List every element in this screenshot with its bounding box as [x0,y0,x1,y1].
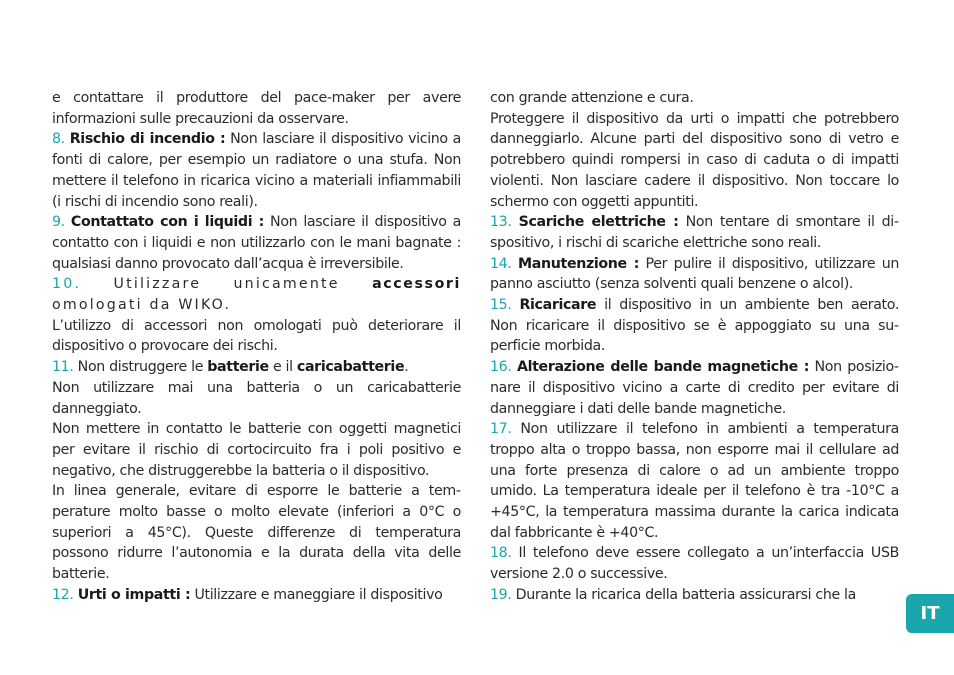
section-title: Rischio di incendio : [69,131,226,148]
section-number: 9. [52,214,65,231]
section-title: Urti o impatti : [77,586,191,603]
section-11-paragraph: Non mettere in contatto le batterie con oggetti magnetici per evitare il rischio di cortocircuito fra i poli positivo e negativo, che distruggerebbe la batteria o il dispositivo. [52,421,461,479]
section-11-paragraph: Non utilizzare mai una batteria o un caricabatterie danneggiato. [52,379,461,417]
section-text: Utilizzare unicamente [81,276,373,293]
section-14 [490,254,899,295]
bold-term: batterie [207,359,269,376]
section-number: 10. [52,276,82,293]
section-text: Non utilizzare il telefono in ambienti a temperatura troppo alta o troppo bassa, non esporre mai il cellulare ad una forte presenza di calore o ad un ambiente troppo umido. La temperatura ideale per il telefono è tra -10°C a +45°C, la temperatura massima durante la carica indicata dal fabbricante è +40°C. [490,421,899,541]
section-17 [490,419,899,543]
section-12-paragraph: Proteggere il dispositivo da urti o impatti che potrebbero danneggiarlo. Alcune parti del dispositivo sono di vetro e potrebbero quindi rompersi in caso di caduta o di impatti violenti. Non lasciare cadere il dispositivo. Non toccare lo schermo con oggetti appuntiti. [490,110,899,210]
section-10 [52,274,461,315]
section-number: 19. [490,586,512,603]
intro-paragraph: e contattare il produttore del pace-maker per avere informazioni sulle precauzioni da osservare. [52,90,461,127]
section-title: Ricaricare [519,297,597,314]
section-number: 18. [490,545,512,562]
section-number: 8. [52,131,65,148]
section-title: Contattato con i liquidi : [70,214,265,231]
section-title: Manutenzione : [518,255,640,272]
section-number: 17. [490,421,512,438]
section-number: 16. [490,359,512,376]
section-number: 15. [490,297,512,314]
section-12-continued: con grande attenzione e cura. [490,90,694,106]
left-column [52,88,461,606]
section-8 [52,129,461,212]
section-15 [490,295,899,357]
section-text: Non posizionare il dispositivo vicino a carte di credito per evitare di danneggiare i dati delle bande magnetiche. [490,359,899,417]
section-text: omologati da WIKO. [52,297,232,314]
section-title: Alterazione delle bande magnetiche : [516,359,810,376]
section-text: Non lasciare il dispositivo a contatto con i liquidi e non utilizzarlo con le mani bagnate : qualsiasi danno provocato dall’acqua è irreversibile. [52,214,461,272]
language-tab: IT [906,594,954,633]
section-text: Per pulire il dispositivo, utilizzare un panno asciutto (senza solventi quali benzene o alcol). [490,255,899,293]
section-text: e il [268,359,297,376]
section-9 [52,212,461,274]
section-13 [490,212,899,253]
section-number: 13. [490,214,512,231]
right-column [490,88,899,606]
section-16 [490,357,899,419]
section-18 [490,543,899,584]
section-text: Il telefono deve essere collegato a un’interfaccia USB versione 2.0 o successive. [490,545,899,583]
section-text: Non lasciare il dispositivo vicino a fonti di calore, per esempio un radiatore o una stufa. Non mettere il telefono in ricarica vicino a materiali infiammabili (i rischi di incendio sono reali). [52,131,461,210]
section-number: 14. [490,255,512,272]
section-19 [490,585,899,606]
section-text: Durante la ricarica della batteria assicurarsi che la [511,586,856,603]
section-12 [52,585,461,606]
section-title: Scariche elettriche : [518,214,679,231]
section-text: il dispositivo in un ambiente ben aerato. Non ricaricare il dispositivo se è appoggiato su una superficie morbida. [490,297,899,355]
section-text: Non tentare di smontare il dispositivo, i rischi di scariche elettriche sono reali. [490,214,900,251]
section-number: 12. [52,586,74,603]
section-text: Utilizzare e maneggiare il dispositivo [190,586,443,603]
section-text: . [404,359,409,376]
bold-term: accessori [372,276,461,293]
bold-term: caricabatterie [296,359,405,376]
section-text: Non distruggere le [73,359,208,376]
section-11 [52,357,461,378]
section-number: 11. [52,359,74,376]
section-11-paragraph: In linea generale, evitare di esporre le batterie a temperature molto basse o molto elevate (inferiori a 0°C o superiori a 45°C). Queste differenze di temperatura possono ridurre l’autonomia e la durata della vita delle batterie. [52,483,461,583]
section-10-paragraph: L’utilizzo di accessori non omologati può deteriorare il dispositivo o provocare dei rischi. [52,317,461,355]
